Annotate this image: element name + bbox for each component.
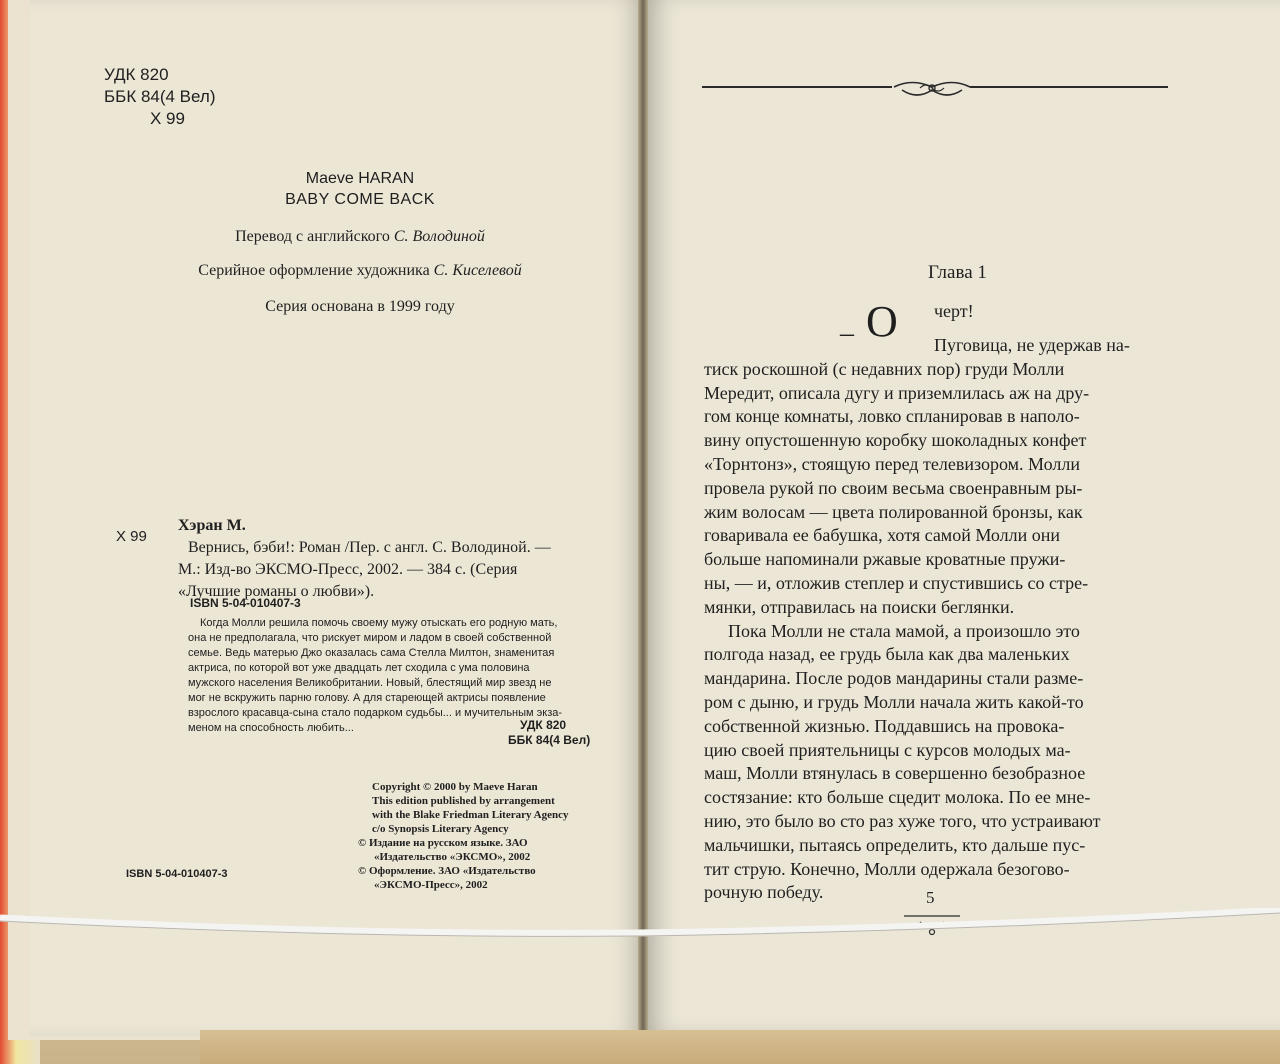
text-line: нию, это было во сто раз хуже того, что устраивают: [704, 810, 1101, 831]
text-line: рочную победу.: [704, 882, 824, 903]
biblio-code: Х 99: [116, 528, 147, 545]
copyright-line: c/o Synopsis Literary Agency: [372, 823, 509, 835]
copyright-line: «Издательство «ЭКСМО», 2002: [374, 851, 531, 863]
bbk-bottom-line: ББК 84(4 Вел): [508, 733, 591, 747]
udk-bottom-line: УДК 820: [520, 718, 567, 732]
translation-prefix: Перевод с английского: [235, 228, 390, 245]
text-line: собственной жизнью. Поддавшись на провока-: [704, 715, 1065, 736]
translation-credit: [30, 228, 690, 246]
bibliographic-entry: [178, 515, 551, 603]
annotation-line: актриса, по которой вот уже двадцать лет сходила с ума половина: [188, 662, 530, 674]
header-rule-left: [702, 86, 892, 88]
copyright-line: © Издание на русском языке. ЗАО: [358, 837, 528, 849]
biblio-line: М.: Изд-во ЭКСМО-Пресс, 2002. — 384 с. (Серия: [178, 561, 518, 578]
design-prefix: Серийное оформление художника: [198, 262, 430, 279]
design-credit: [30, 262, 690, 280]
chapter-title: Глава 1: [928, 262, 987, 283]
ornament-icon: [892, 76, 972, 102]
udk-bottom: [508, 718, 591, 748]
annotation-line: она не предполагала, что рискует миром и ладом в своей собственной: [188, 632, 552, 644]
elastic-band: [0, 908, 1280, 944]
text-line: мандарина. После родов мандарины стали разме-: [704, 668, 1084, 689]
text-line: ны, — и, отложив степлер и спустившись со стре-: [704, 572, 1089, 593]
bbk-code: ББК 84(4 Вел): [104, 87, 216, 106]
author-mark: Х 99: [150, 109, 185, 128]
text-line: тиск роскошной (с недавних пор) груди Молли: [704, 358, 1065, 379]
biblio-line: Вернись, бэби!: Роман /Пер. с англ. С. Володиной. —: [188, 539, 551, 556]
udk-code: УДК 820: [104, 65, 169, 84]
copyright-line: «ЭКСМО-Пресс», 2002: [374, 879, 488, 891]
copyright-block: [358, 780, 569, 892]
annotation-line: мог не вскружить парню голову. А для стареющей актрисы появление: [188, 692, 546, 704]
text-line: ром с дыню, и грудь Молли начала жить какой-то: [704, 691, 1084, 712]
text-line: провела рукой по своим весьма своенравным ры-: [704, 477, 1083, 498]
copyright-line: with the Blake Friedman Literary Agency: [372, 809, 569, 821]
chapter-text: [704, 334, 1130, 905]
text-line: вину опустошенную коробку шоколадных конфет: [704, 430, 1087, 451]
text-line: цию своей приятельницы с курсов молодых ма-: [704, 739, 1071, 760]
text-line: маш, Молли втянулась в совершенно безобразное: [704, 763, 1086, 784]
text-line: Пуговица, не удержав на-: [934, 335, 1130, 355]
wooden-shelf: [200, 1030, 1280, 1064]
text-line: жим волосам — цвета полированной бронзы, как: [704, 501, 1083, 522]
text-line: говаривала ее бабушка, хотя самой Молли они: [704, 525, 1061, 546]
classification-codes: [104, 64, 216, 130]
text-line: мянки, отправилась на поиски беглянки.: [704, 596, 1015, 617]
translator-name: С. Володиной: [393, 228, 485, 245]
annotation-line: мужского населения Великобритании. Новый, блестящий мир звезд не: [188, 677, 552, 689]
header-rule-right: [970, 86, 1168, 88]
original-author: Maeve HARAN: [305, 170, 415, 187]
isbn-main: ISBN 5-04-010407-3: [190, 596, 301, 610]
text-line: мальчишки, пытаясь определить, кто дальше пус-: [704, 834, 1086, 855]
copyright-line: Copyright © 2000 by Maeve Haran: [372, 781, 538, 793]
biblio-author: Хэран М.: [178, 517, 246, 534]
isbn-bottom: ISBN 5-04-010407-3: [126, 868, 228, 880]
text-line: тит струю. Конечно, Молли одержала безогово-: [704, 858, 1070, 879]
text-line: полгода назад, ее грудь была как два маленьких: [704, 644, 1070, 665]
dropcap-dash: –: [840, 318, 854, 349]
text-line: Мередит, описала дугу и приземлилась аж на дру-: [704, 382, 1090, 403]
annotation-line: взрослого красавца-сына стало подарком судьбы... и мучительным экза-: [188, 707, 563, 719]
text-line: гом конце комнаты, ловко спланировав в наполо-: [704, 406, 1080, 427]
annotation: [188, 616, 562, 736]
dropcap-letter: О: [866, 297, 898, 346]
book-gutter: [638, 0, 648, 1040]
series-since: Серия основана в 1999 году: [265, 298, 455, 315]
page-number: 5: [926, 888, 935, 907]
annotation-line: семье. Ведь матерью Джо оказалась сама Стелла Милтон, знаменитая: [188, 647, 555, 659]
annotation-line: меном на способность любить...: [188, 722, 354, 734]
text-line: состязание: кто больше сцедит молока. По ее мне-: [704, 787, 1091, 808]
copyright-line: © Оформление. ЗАО «Издательство: [358, 865, 536, 877]
first-word: черт!: [934, 301, 974, 321]
text-line: больше напоминали ржавые кроватные пружи-: [704, 549, 1066, 570]
biblio-line: «Лучшие романы о любви»).: [178, 583, 375, 600]
original-title: BABY COME BACK: [285, 191, 435, 208]
text-line: Пока Молли не стала мамой, а произошло это: [728, 620, 1080, 641]
designer-name: С. Киселевой: [433, 262, 522, 279]
annotation-line: Когда Молли решила помочь своему мужу отыскать его родную мать,: [200, 617, 558, 629]
text-line: «Торнтонз», стоящую перед телевизором. Молли: [704, 453, 1080, 474]
copyright-line: This edition published by arrangement: [372, 795, 555, 807]
